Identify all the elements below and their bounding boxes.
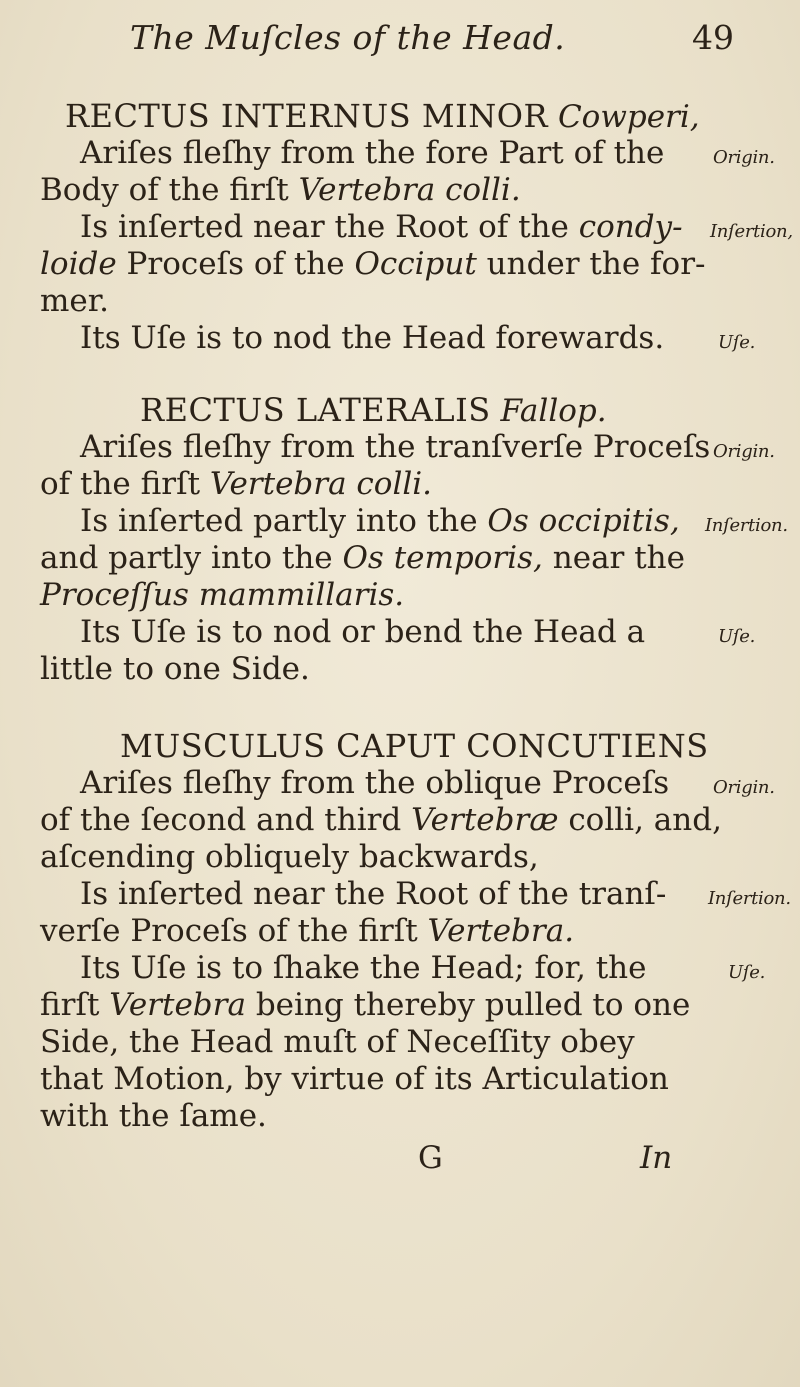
section-heading — [65, 98, 700, 135]
text-line: Body of the firſt Vertebra colli. — [40, 172, 521, 208]
text-line: mer. — [40, 283, 110, 319]
text-line: with the ſame. — [40, 1098, 267, 1134]
text-line: loide Proceſs of the Occiput under the for- — [40, 246, 706, 282]
text-line: Proceſſus mammillaris. — [40, 577, 405, 613]
text-line: Is inſerted partly into the Os occipitis, — [80, 503, 680, 539]
margin-note-use: Uſe. — [728, 962, 766, 983]
section-heading — [140, 392, 607, 429]
margin-note-use: Uſe. — [718, 332, 756, 353]
text-line: Ariſes fleſhy from the oblique Proceſs — [80, 765, 670, 801]
text-line: verſe Proceſs of the firſt Vertebra. — [40, 913, 575, 949]
muscle-name: RECTUS INTERNUS MINOR — [65, 97, 549, 135]
text-line: Its Uſe is to nod or bend the Head a — [80, 614, 646, 650]
margin-note-use: Uſe. — [718, 626, 756, 647]
page-header — [0, 14, 800, 64]
text-line: Ariſes fleſhy from the tranſverſe Proceſs — [80, 429, 711, 465]
text-line: that Motion, by virtue of its Articulation — [40, 1061, 669, 1097]
text-line: of the firſt Vertebra colli. — [40, 466, 433, 502]
text-line: Its Uſe is to ſhake the Head; for, the — [80, 950, 647, 986]
page-number: 49 — [692, 18, 734, 57]
text-line: aſcending obliquely backwards, — [40, 839, 539, 875]
text-line: Is inſerted near the Root of the condy- — [80, 209, 683, 245]
signature-mark: G — [418, 1140, 443, 1176]
text-line: and partly into the Os temporis, near the — [40, 540, 685, 576]
margin-note-insertion: Inſertion. — [705, 515, 788, 536]
margin-note-origin: Origin. — [713, 441, 775, 462]
margin-note-origin: Origin. — [713, 777, 775, 798]
text-line: Its Uſe is to nod the Head forewards. — [80, 320, 665, 356]
muscle-name: MUSCULUS CAPUT CONCUTIENS — [120, 727, 709, 765]
text-line: firſt Vertebra being thereby pulled to one — [40, 987, 691, 1023]
text-line: Ariſes fleſhy from the fore Part of the — [80, 135, 665, 171]
running-title: The Muſcles of the Head. — [130, 18, 566, 57]
catchword: In — [640, 1140, 673, 1176]
text-line: of the ſecond and third Vertebræ colli, and, — [40, 802, 722, 838]
section-heading — [120, 728, 709, 765]
muscle-name: RECTUS LATERALIS — [140, 391, 491, 429]
margin-note-insertion: Inſertion, — [710, 221, 793, 242]
margin-note-origin: Origin. — [713, 147, 775, 168]
margin-note-insertion: Inſertion. — [708, 888, 791, 909]
text-line: little to one Side. — [40, 651, 310, 687]
author-name: Fallop. — [500, 393, 607, 429]
text-line: Is inſerted near the Root of the tranſ- — [80, 876, 667, 912]
text-line: Side, the Head muſt of Neceſſity obey — [40, 1024, 635, 1060]
author-name: Cowperi, — [557, 99, 700, 135]
